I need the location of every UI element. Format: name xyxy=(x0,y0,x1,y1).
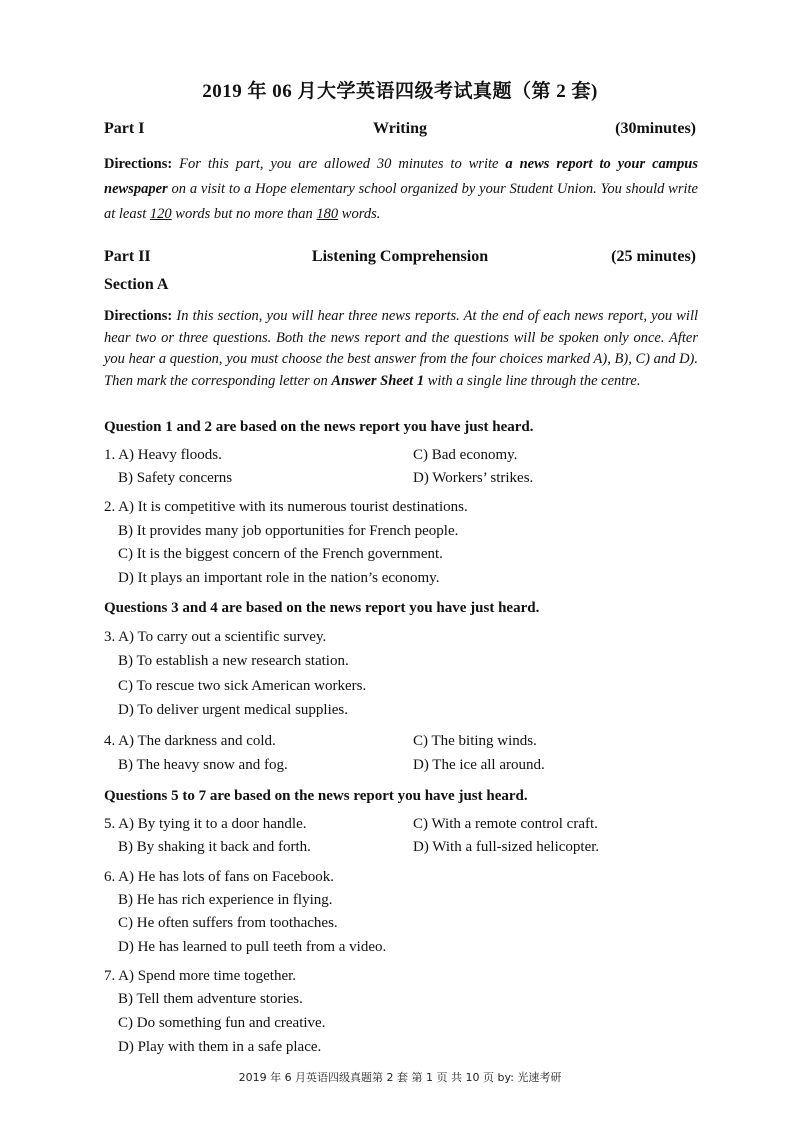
directions-text: For this part, you are allowed 30 minutes to write xyxy=(179,156,506,172)
question-6-option-c: C) He often suffers from toothaches. xyxy=(118,915,338,931)
question-4-option-b: B) The heavy snow and fog. xyxy=(118,757,288,773)
question-group-heading: Question 1 and 2 are based on the news report you have just heard. xyxy=(104,419,534,435)
max-words: 180 xyxy=(316,206,339,222)
question-6-option-d: D) He has learned to pull teeth from a video. xyxy=(118,939,387,955)
directions-text: on a visit to a Hope elementary school organized by your Student Union. You should write at least xyxy=(104,181,698,222)
directions-text: words but no more than xyxy=(171,206,317,222)
question-4-option-d: D) The ice all around. xyxy=(413,757,545,773)
question-7-option-c: C) Do something fun and creative. xyxy=(118,1015,326,1031)
question-2-option-b: B) It provides many job opportunities for French people. xyxy=(118,523,459,539)
question-1-option-d: D) Workers’ strikes. xyxy=(413,470,534,486)
question-group-heading: Questions 3 and 4 are based on the news report you have just heard. xyxy=(104,600,540,616)
question-3-option-b: B) To establish a new research station. xyxy=(118,653,349,669)
directions-text: In this section, you will hear three news reports. At the end of each news report, you will hear two or three questions. Both the news report and the questions will be spoken only once. After you hear a question, you must choose the best answer from the four choices marked A), B), C) and D). Then mark the corresponding letter on xyxy=(104,308,699,389)
directions-label: Directions: xyxy=(104,156,173,172)
page-title: 2019 年 06 月大学英语四级考试真题（第 2 套) xyxy=(202,81,598,102)
question-6-option-a: 6. A) He has lots of fans on Facebook. xyxy=(104,869,334,885)
directions-text: words. xyxy=(338,206,381,222)
section-a-title: Section A xyxy=(104,276,169,293)
part-1-name: Writing xyxy=(373,120,427,137)
part-2-time: (25 minutes) xyxy=(611,248,696,265)
question-3-option-d: D) To deliver urgent medical supplies. xyxy=(118,702,349,718)
question-4-option-c: C) The biting winds. xyxy=(413,733,537,749)
question-5-option-d: D) With a full-sized helicopter. xyxy=(413,839,600,855)
directions-label: Directions: xyxy=(104,308,173,324)
question-7-option-b: B) Tell them adventure stories. xyxy=(118,991,303,1007)
part-2-header xyxy=(104,248,696,270)
question-3-option-c: C) To rescue two sick American workers. xyxy=(118,678,367,694)
part-1-time: (30minutes) xyxy=(615,120,696,137)
question-4-option-a: 4. A) The darkness and cold. xyxy=(104,733,276,749)
part-1-directions xyxy=(104,152,698,227)
directions-emphasis: a news report to your campus newspaper xyxy=(104,156,698,197)
question-3-option-a: 3. A) To carry out a scientific survey. xyxy=(104,629,327,645)
question-1-option-c: C) Bad economy. xyxy=(413,447,518,463)
question-1-option-b: B) Safety concerns xyxy=(118,470,233,486)
question-2-option-c: C) It is the biggest concern of the French government. xyxy=(118,546,443,562)
part-2-label: Part II xyxy=(104,248,151,265)
question-5-option-c: C) With a remote control craft. xyxy=(413,816,598,832)
directions-emphasis: Answer Sheet 1 xyxy=(331,372,425,389)
question-7-option-d: D) Play with them in a safe place. xyxy=(118,1039,322,1055)
question-5-option-a: 5. A) By tying it to a door handle. xyxy=(104,816,307,832)
part-2-name: Listening Comprehension xyxy=(311,248,489,265)
question-group-heading: Questions 5 to 7 are based on the news report you have just heard. xyxy=(104,788,528,804)
question-1-option-a: 1. A) Heavy floods. xyxy=(104,447,222,463)
directions-text: with a single line through the centre. xyxy=(424,372,641,389)
part-1-label: Part I xyxy=(104,120,145,137)
question-2-option-d: D) It plays an important role in the nation’s economy. xyxy=(118,570,440,586)
min-words: 120 xyxy=(149,206,172,222)
question-7-option-a: 7. A) Spend more time together. xyxy=(104,968,297,984)
part-2-directions xyxy=(104,306,698,392)
question-6-option-b: B) He has rich experience in flying. xyxy=(118,892,333,908)
question-5-option-b: B) By shaking it back and forth. xyxy=(118,839,311,855)
page-footer: 2019 年 6 月英语四级真题第 2 套 第 1 页 共 10 页 by: 光速考研 xyxy=(238,1071,562,1084)
question-2-option-a: 2. A) It is competitive with its numerous tourist destinations. xyxy=(104,499,468,515)
part-1-header xyxy=(104,120,696,142)
